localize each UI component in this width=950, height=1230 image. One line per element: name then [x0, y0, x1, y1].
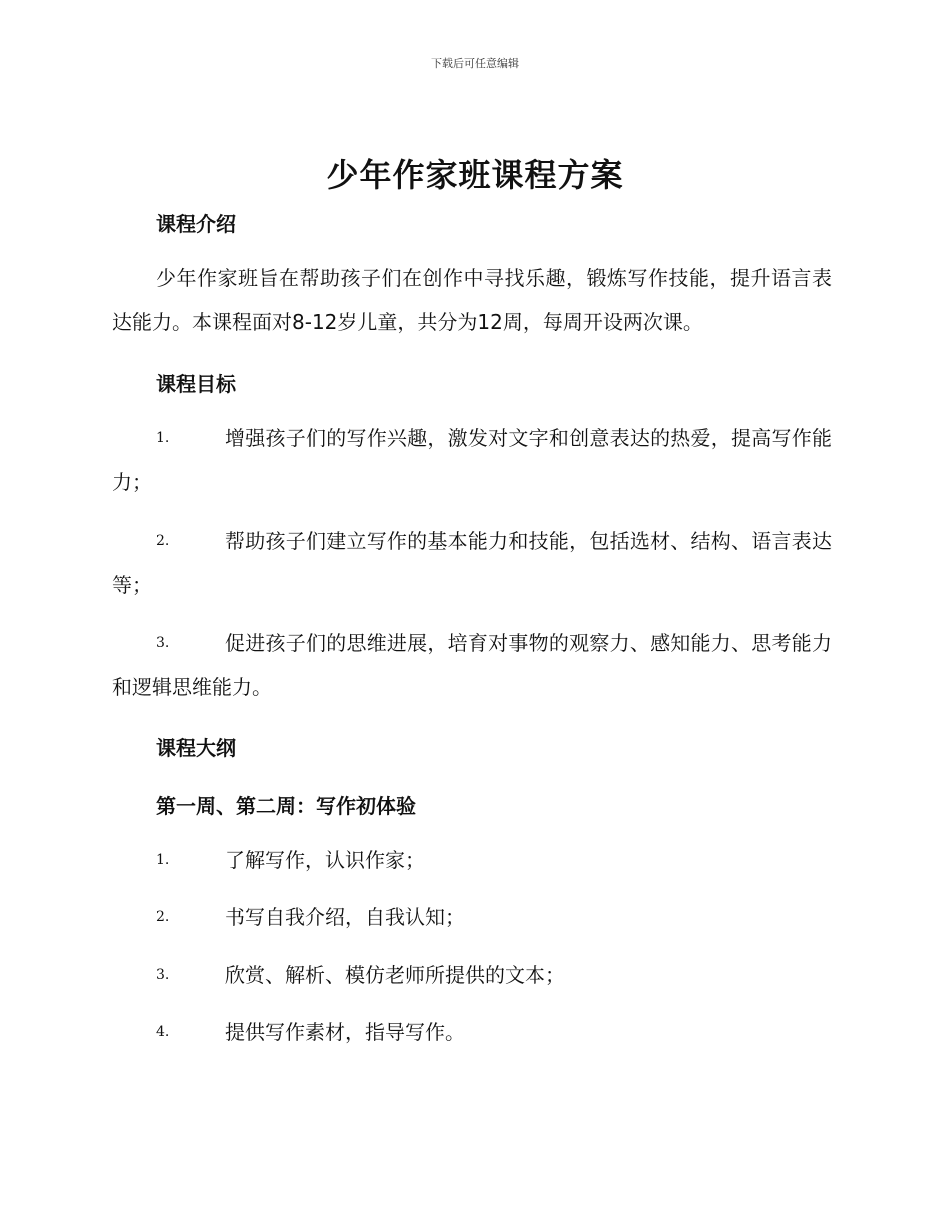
- list-item-text: 帮助孩子们建立写作的基本能力和技能，包括选材、结构、语言表达等；: [112, 529, 832, 597]
- list-number: 4.: [156, 1024, 170, 1040]
- list-number: 2.: [156, 533, 170, 549]
- outline-item-4: [112, 1010, 832, 1054]
- list-number: 1.: [156, 430, 170, 446]
- goal-item-1: [112, 416, 832, 504]
- section-heading-goals: 课程目标: [156, 372, 236, 396]
- document-title: 少年作家班课程方案: [326, 156, 624, 194]
- goal-item-2: [112, 519, 832, 607]
- intro-paragraph: 少年作家班旨在帮助孩子们在创作中寻找乐趣，锻炼写作技能，提升语言表达能力。本课程面对8-12岁儿童，共分为12周，每周开设两次课。: [112, 266, 832, 334]
- list-item-text: 促进孩子们的思维进展，培育对事物的观察力、感知能力、思考能力和逻辑思维能力。: [112, 631, 832, 699]
- list-number: 2.: [156, 909, 170, 925]
- list-item-text: 增强孩子们的写作兴趣，激发对文字和创意表达的热爱，提高写作能力；: [112, 426, 832, 494]
- list-number: 3.: [156, 967, 170, 983]
- list-number: 1.: [156, 852, 170, 868]
- section-heading-outline: 课程大纲: [156, 736, 236, 760]
- list-item-text: 书写自我介绍，自我认知；: [225, 905, 465, 929]
- list-number: 3.: [156, 635, 170, 651]
- list-item-text: 欣赏、解析、模仿老师所提供的文本；: [225, 963, 565, 987]
- list-item-text: 了解写作，认识作家；: [225, 848, 425, 872]
- outline-item-3: [112, 953, 832, 997]
- list-item-text: 提供写作素材，指导写作。: [225, 1020, 465, 1044]
- outline-item-1: [112, 838, 832, 882]
- outline-item-2: [112, 895, 832, 939]
- goal-item-3: [112, 621, 832, 709]
- page-header-note: 下载后可任意编辑: [431, 57, 519, 70]
- section-heading-intro: 课程介绍: [156, 212, 236, 236]
- week-heading: 第一周、第二周：写作初体验: [156, 794, 416, 818]
